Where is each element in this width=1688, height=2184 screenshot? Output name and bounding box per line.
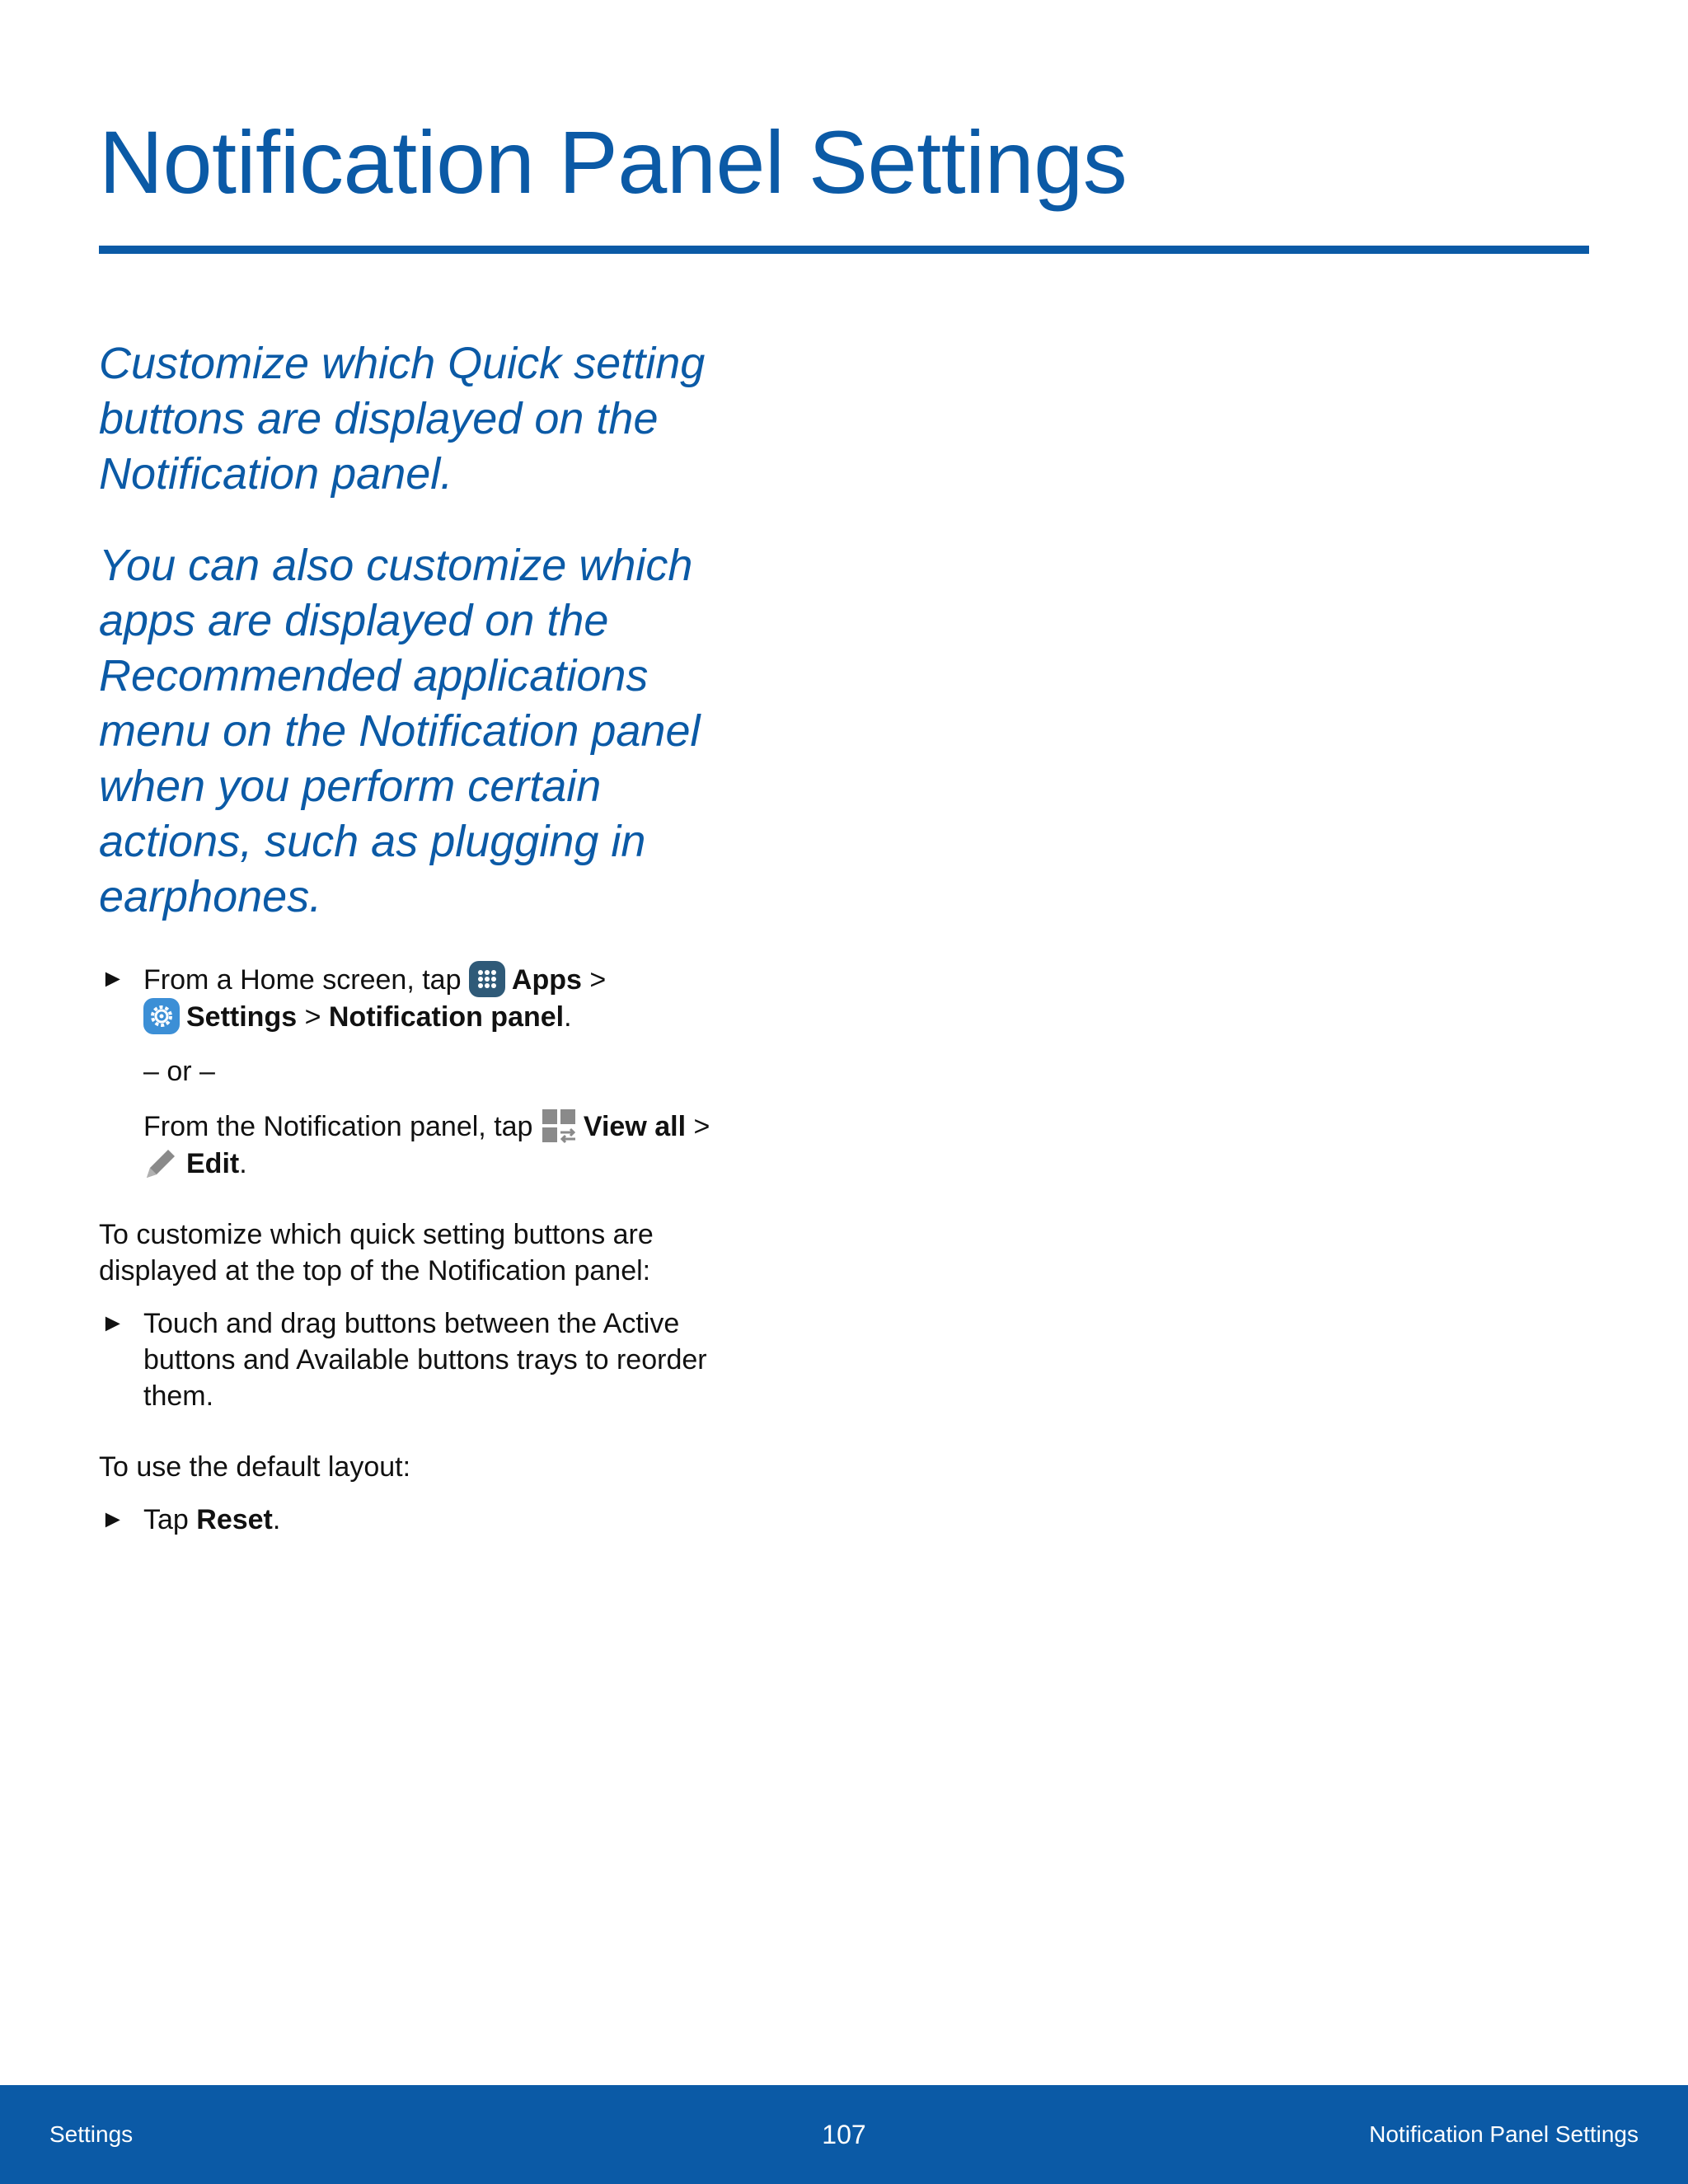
step-open-settings-text: [143, 961, 758, 1035]
period: .: [564, 1001, 572, 1033]
or-separator: [99, 1053, 758, 1090]
separator: >: [581, 964, 607, 996]
footer-chapter-label: Notification Panel Settings: [1369, 2121, 1639, 2147]
step-text: From the Notification panel, tap: [143, 1111, 541, 1142]
apps-label: Apps: [511, 964, 582, 996]
view-all-label: View all: [583, 1111, 687, 1142]
settings-label: Settings: [186, 1001, 298, 1033]
step-drag-buttons-text: Touch and drag buttons between the Active buttons and Available buttons trays to reorder them.: [143, 1308, 707, 1412]
separator: >: [686, 1111, 710, 1142]
title-rule: [99, 246, 1589, 254]
content-column: [99, 336, 758, 1556]
view-all-icon: [541, 1108, 577, 1144]
step-reset-text: [143, 1502, 758, 1538]
or-text: – or –: [143, 1056, 215, 1087]
edit-label: Edit: [186, 1148, 240, 1179]
apps-grid-icon: [469, 961, 505, 997]
intro-paragraph-1: Customize which Quick setting buttons are displayed on the Notification panel.: [99, 339, 706, 499]
bullet-arrow-icon: ►: [101, 965, 125, 992]
period: .: [272, 1504, 281, 1535]
bullet-arrow-icon: ►: [101, 1310, 125, 1337]
paragraph-customize: To customize which quick setting buttons are displayed at the top of the Notification panel:: [99, 1219, 654, 1286]
page-number: 107: [822, 2120, 866, 2149]
paragraph-default-layout: To use the default layout:: [99, 1451, 411, 1483]
pencil-icon: [143, 1145, 180, 1181]
step-open-settings: [99, 961, 758, 1035]
step-text: Tap: [143, 1504, 197, 1535]
bullet-arrow-icon: ►: [101, 1506, 125, 1533]
notification-panel-label: Notification panel: [328, 1001, 565, 1033]
page-footer: [0, 2085, 1688, 2184]
reset-label: Reset: [196, 1504, 273, 1535]
step-reset: [99, 1502, 758, 1538]
intro-paragraph-2: You can also customize which apps are displayed on the Recommended applications menu on the Notification panel when you perform certain actions, such as plugging in earphones.: [99, 541, 701, 921]
instructions: [99, 961, 758, 1538]
step-text: From a Home screen, tap: [143, 964, 469, 996]
page-title: Notification Panel Settings: [99, 112, 1128, 212]
footer-section-label: Settings: [49, 2121, 134, 2147]
step-alt-view-all: [99, 1108, 758, 1182]
period: .: [239, 1148, 247, 1179]
settings-gear-icon: [143, 998, 180, 1034]
separator: >: [297, 1001, 329, 1033]
step-drag-buttons: [99, 1305, 758, 1414]
